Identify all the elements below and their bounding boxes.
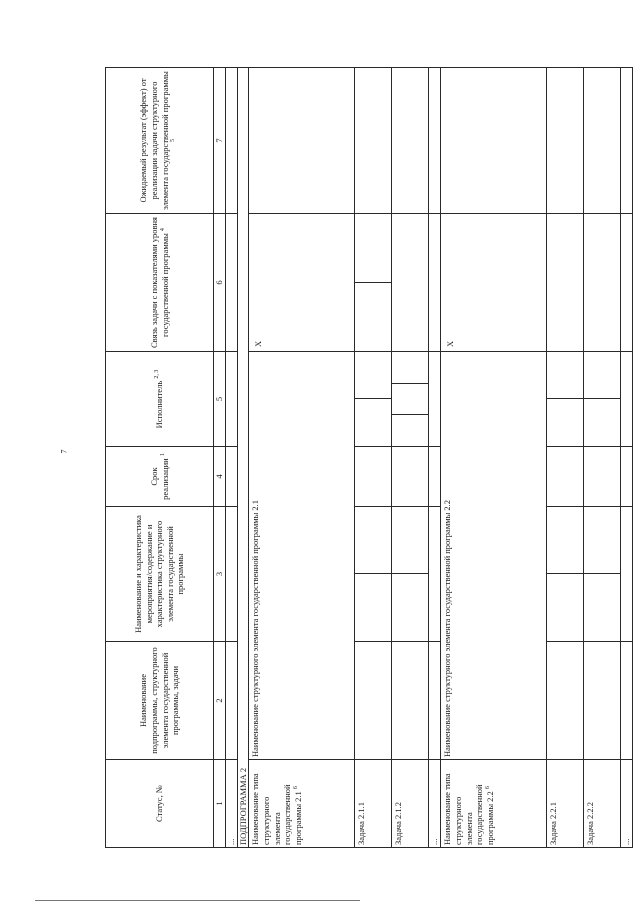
group-row-2-1 xyxy=(249,68,355,848)
group-mark-2-1: X xyxy=(249,214,355,352)
group-name-2-2: Наименование структурного элемента государственной программы 2.2 xyxy=(441,352,547,760)
ellipsis-row-2 xyxy=(429,68,441,848)
table-container xyxy=(105,68,632,848)
footnote-separator xyxy=(35,900,360,901)
group-status-2-2: Наименование типа структурного элемента государственной программы 2.2 $^6$ xyxy=(441,760,547,848)
header-indicator-link: Связь задачи с показателями уровня государственной программы $^4$ xyxy=(106,214,214,352)
col-num-2: 2 xyxy=(214,642,226,760)
group-mark-2-2: X xyxy=(441,214,547,352)
header-activity: Наименование и характеристика мероприятия/содержание и характеристика структурного элемента государственной программы xyxy=(106,507,214,642)
col-num-5: 5 xyxy=(214,352,226,447)
col-num-1: 1 xyxy=(214,760,226,848)
col-num-6: 6 xyxy=(214,214,226,352)
program-table xyxy=(105,67,633,848)
header-term: Срок реализации $^1$ xyxy=(106,447,214,507)
task-label-2-1-1: Задача 2.1.1 xyxy=(355,760,392,848)
column-number-row xyxy=(214,68,226,848)
header-status: Статус, № xyxy=(106,760,214,848)
task-row-2-2-2 xyxy=(584,68,621,848)
page-number: 7 xyxy=(59,449,69,454)
col-num-3: 3 xyxy=(214,507,226,642)
task-row-2-2-1 xyxy=(547,68,584,848)
col-num-4: 4 xyxy=(214,447,226,507)
header-name: Наименование подпрограммы, структурного элемента государственной программы, задачи xyxy=(106,642,214,760)
group-name-2-1: Наименование структурного элемента государственной программы 2.1 xyxy=(249,352,355,760)
header-row xyxy=(106,68,214,848)
ellipsis-row xyxy=(225,68,237,848)
task-label-2-2-2: Задача 2.2.2 xyxy=(584,760,621,848)
ellipsis-cell-2: ... xyxy=(429,760,441,848)
subprogram-row xyxy=(237,68,249,848)
task-label-2-1-2: Задача 2.1.2 xyxy=(392,760,429,848)
subprogram-title: ПОДПРОГРАММА 2 xyxy=(237,68,249,848)
task-row-2-1-1 xyxy=(355,68,392,848)
header-executor: Исполнитель $^{2, 3}$ xyxy=(106,352,214,447)
ellipsis-cell: ... xyxy=(225,760,237,848)
ellipsis-row-3 xyxy=(621,68,633,848)
col-num-7: 7 xyxy=(214,68,226,214)
task-label-2-2-1: Задача 2.2.1 xyxy=(547,760,584,848)
task-row-2-1-2 xyxy=(392,68,429,848)
group-status-2-1: Наименование типа структурного элемента государственной программы 2.1 $^6$ xyxy=(249,760,355,848)
header-expected-result: Ожидаемый результат (эффект) от реализации задачи структурного элемента государственной программы $^5$ xyxy=(106,68,214,214)
ellipsis-cell-3: ... xyxy=(621,760,633,848)
group-row-2-2 xyxy=(441,68,547,848)
